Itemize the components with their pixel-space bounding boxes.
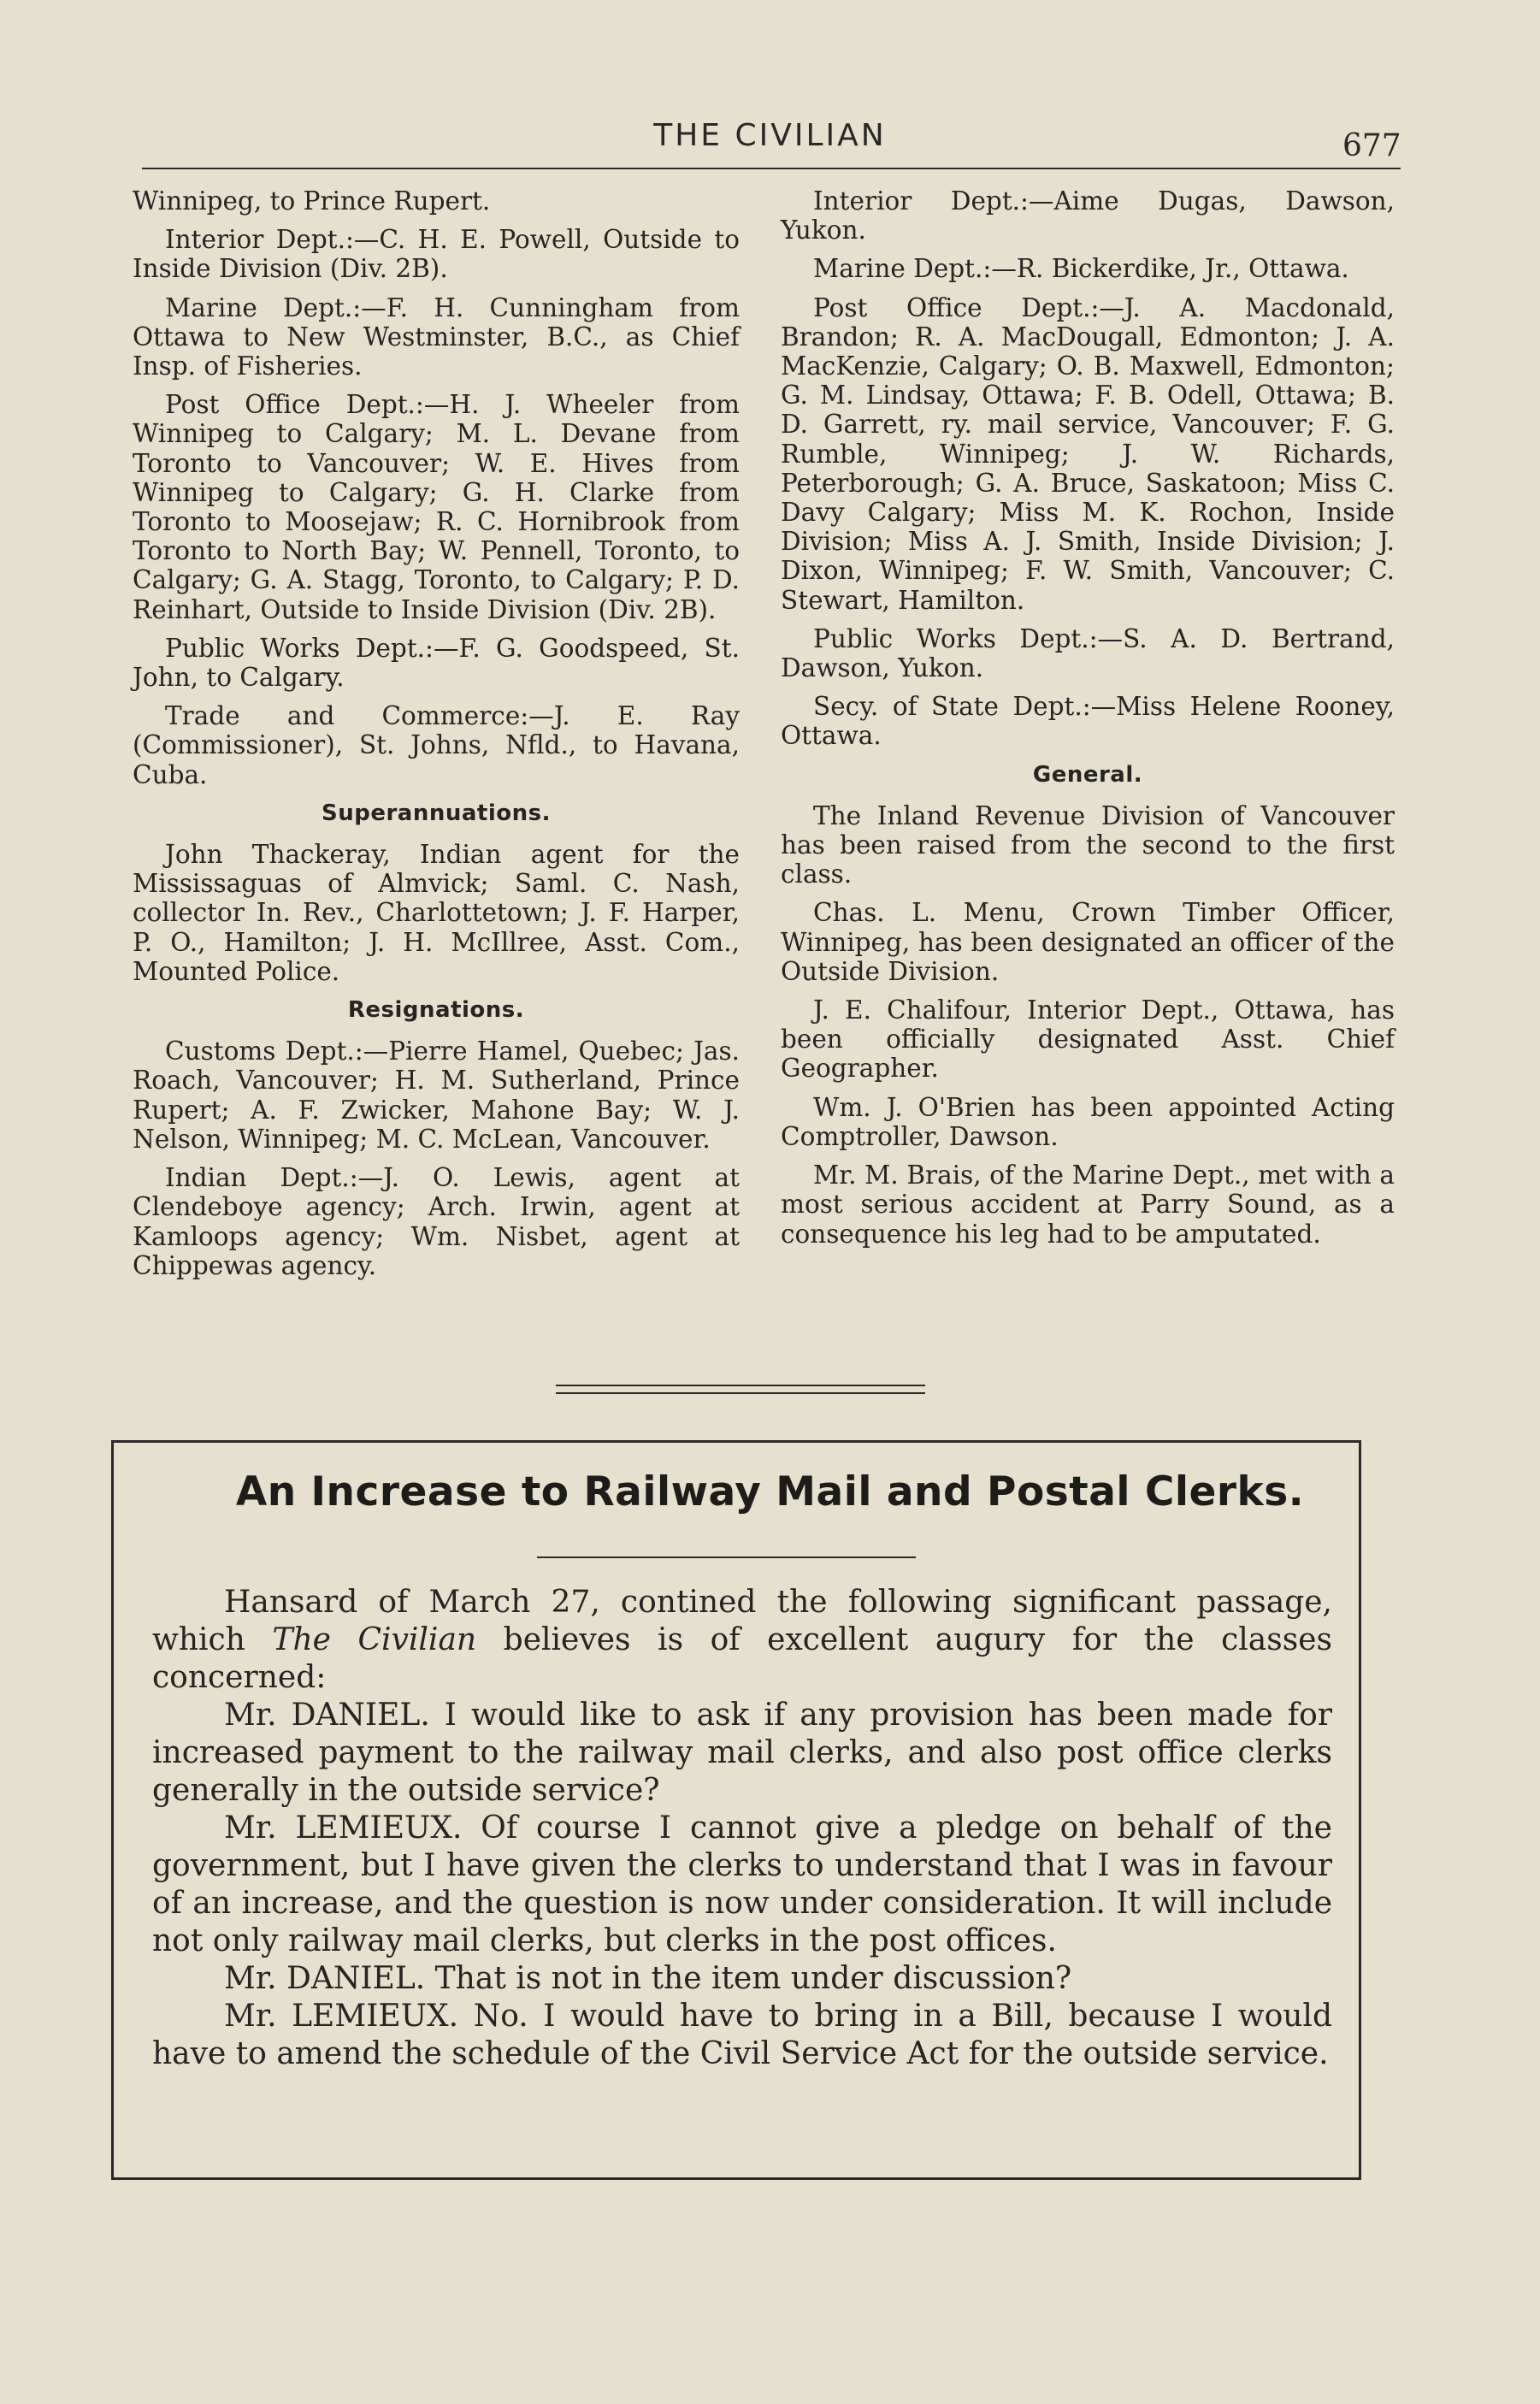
left-column xyxy=(133,186,740,1290)
title-rule xyxy=(537,1556,916,1558)
paragraph: Post Office Dept.:—J. A. Macdonald, Brandon; R. A. MacDougall, Edmonton; J. A. MacKenzie, Calgary; O. B. Maxwell, Edmonton; G. M. Lindsay, Ottawa; F. B. Odell, Ottawa; B. D. Garrett, ry. mail service, Vancouver; F. G. Rumble, Winnipeg; J. W. Richards, Peterborough; G. A. Bruce, Saskatoon; Miss C. Davy Calgary; Miss M. K. Rochon, Inside Division; Miss A. J. Smith, Inside Division; J. Dixon, Winnipeg; F. W. Smith, Vancouver; C. Stewart, Hamilton. xyxy=(781,292,1395,615)
paragraph: Interior Dept.:—C. H. E. Powell, Outside to Inside Division (Div. 2B). xyxy=(133,225,740,284)
running-header: THE CIVILIAN xyxy=(653,118,887,153)
paragraph xyxy=(152,1584,1332,1697)
paragraph: Mr. M. Brais, of the Marine Dept., met with a most serious accident at Parry Sound, as a consequence his leg had to be amputated. xyxy=(781,1161,1395,1249)
right-column xyxy=(781,186,1395,1258)
paragraph: Public Works Dept.:—S. A. D. Bertrand, Dawson, Yukon. xyxy=(781,623,1395,683)
paragraph: Mr. LEMIEUX. Of course I cannot give a pledge on behalf of the government, but I have given the clerks to understand that I was in favour of an increase, and the question is now under consideration. It will include not only railway mail clerks, but clerks in the post offices. xyxy=(152,1810,1332,1958)
page-number: 677 xyxy=(1342,128,1401,163)
paragraph: Trade and Commerce:—J. E. Ray (Commissioner), St. Johns, Nfld., to Havana, Cuba. xyxy=(133,701,740,789)
paragraph: The Inland Revenue Division of Vancouver has been raised from the second to the first class. xyxy=(781,800,1395,889)
paragraph: Wm. J. O'Brien has been appointed Acting Comptroller, Dawson. xyxy=(781,1092,1395,1151)
paragraph: J. E. Chalifour, Interior Dept., Ottawa, has been officially designated Asst. Chief Geographer. xyxy=(781,995,1395,1084)
paragraph: Mr. LEMIEUX. No. I would have to bring in a Bill, because I would have to amend the schedule of the Civil Service Act for the outside service. xyxy=(152,1999,1332,2071)
paragraph: Interior Dept.:—Aime Dugas, Dawson, Yukon. xyxy=(781,186,1395,245)
paragraph: Chas. L. Menu, Crown Timber Officer, Winnipeg, has been designated an officer of the Outside Division. xyxy=(781,898,1395,986)
section-heading-general: General. xyxy=(1032,761,1143,788)
article-body xyxy=(152,1584,1332,2073)
section-heading-resignations: Resignations. xyxy=(347,997,525,1024)
paragraph: John Thackeray, Indian agent for the Mississaguas of Almvick; Saml. C. Nash, collector In. Rev., Charlottetown; J. F. Harper, P. O., Hamilton; J. H. McIllree, Asst. Com., Mounted Police. xyxy=(133,840,740,986)
header-rule xyxy=(142,168,1401,169)
section-divider xyxy=(556,1392,925,1394)
paragraph: Winnipeg, to Prince Rupert. xyxy=(133,186,491,216)
paragraph: Marine Dept.:—F. H. Cunningham from Ottawa to New Westminster, B.C., as Chief Insp. of Fisheries. xyxy=(133,292,740,381)
paragraph: Post Office Dept.:—H. J. Wheeler from Winnipeg to Calgary; M. L. Devane from Toronto to Vancouver; W. E. Hives from Winnipeg to Calgary; G. H. Clarke from Toronto to Moosejaw; R. C. Hornibrook from Toronto to North Bay; W. Pennell, Toronto, to Calgary; G. A. Stagg, Toronto, to Calgary; P. D. Reinhart, Outside to Inside Division (Div. 2B). xyxy=(133,390,740,624)
section-divider xyxy=(556,1385,925,1386)
article-title: An Increase to Railway Mail and Postal Clerks. xyxy=(235,1468,1305,1515)
section-heading-superannuations: Superannuations. xyxy=(322,800,551,826)
text-run: believes is of excellent augury for the classes concerned: xyxy=(152,1622,1332,1695)
text-run: Hansard of March 27, contined the following significant passage, which xyxy=(152,1585,1332,1657)
paragraph: Public Works Dept.:—F. G. Goodspeed, St. John, to Calgary. xyxy=(133,633,740,693)
paragraph: Indian Dept.:—J. O. Lewis, agent at Clendeboye agency; Arch. Irwin, agent at Kamloops agency; Wm. Nisbet, agent at Chippewas agency. xyxy=(133,1163,740,1280)
paragraph: Marine Dept.:—R. Bickerdike, Jr., Ottawa. xyxy=(813,254,1349,284)
paragraph: Mr. DANIEL. That is not in the item under discussion? xyxy=(224,1961,1072,1996)
paragraph: Mr. DANIEL. I would like to ask if any provision has been made for increased payment to the railway mail clerks, and also post office clerks generally in the outside service? xyxy=(152,1698,1332,1808)
publication-name: The Civilian xyxy=(272,1622,477,1657)
paragraph: Secy. of State Dept.:—Miss Helene Rooney, Ottawa. xyxy=(781,692,1395,751)
paragraph: Customs Dept.:—Pierre Hamel, Quebec; Jas. Roach, Vancouver; H. M. Sutherland, Prince Rupert; A. F. Zwicker, Mahone Bay; W. J. Nelson, Winnipeg; M. C. McLean, Vancouver. xyxy=(133,1037,740,1154)
